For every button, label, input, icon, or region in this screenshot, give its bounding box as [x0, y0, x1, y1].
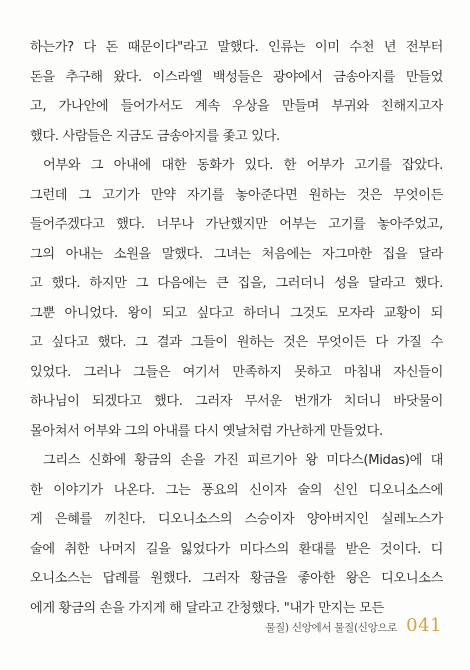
text-line: 오니소스는 답례를 원했다. 그러자 황금을 좋아한 왕은 디오니소스 [30, 571, 443, 586]
text-line: 하는가? 다 돈 때문이다"라고 말했다. 인류는 이미 수천 년 전부터 [30, 40, 443, 55]
text-line: 들어주겠다고 했다. 너무나 가난했지만 어부는 고기를 놓아주었고, [30, 217, 443, 232]
text-line: 고, 가나안에 들어가서도 계속 우상을 만들며 부귀와 친해지고자 [30, 99, 443, 114]
text-line: 돈을 추구해 왔다. 이스라엘 백성들은 광야에서 금송아지를 만들었 [30, 69, 443, 85]
text-line: 한 이야기가 나온다. 그는 풍요의 신이자 술의 신인 디오니소스에 [30, 482, 443, 498]
text-line: 에게 황금의 손을 가지게 해 달라고 간청했다. "내가 만지는 모든 [30, 600, 384, 616]
running-footer-title: 물질) 신앙에서 물질(신앙으로 [265, 622, 398, 634]
text-line: 했다. 사람들은 지금도 금송아지를 좇고 있다. [30, 128, 280, 144]
text-line: 몰아쳐서 어부와 그의 아내를 다시 옛날처럼 가난하게 만들었다. [30, 423, 383, 439]
text-line: 하나님이 되겠다고 했다. 그러자 무서운 번개가 치더니 바닷물이 [30, 394, 443, 409]
text-line: 그리스 신화에 황금의 손을 가진 피르기아 왕 미다스(Midas)에 대 [43, 453, 443, 468]
text-line: 어부와 그 아내에 대한 동화가 있다. 한 어부가 고기를 잡았다. [43, 158, 443, 173]
body-text [30, 33, 443, 623]
text-line: 고 싶다고 했다. 그 결과 그들이 원하는 것은 무엇이든 다 가질 수 [30, 335, 443, 350]
page-number: 041 [406, 615, 442, 636]
text-line: 술에 취한 나머지 길을 잃었다가 미다스의 환대를 받은 것이다. 디 [30, 541, 443, 557]
text-line: 그런데 그 고기가 만약 자기를 놓아준다면 원하는 것은 무엇이든 [30, 187, 443, 203]
text-line: 그뿐 아니었다. 왕이 되고 싶다고 하더니 그것도 모자라 교황이 되 [30, 305, 443, 321]
text-line: 게 은혜를 끼친다. 디오니소스의 스승이자 양아버지인 실레노스가 [30, 512, 443, 527]
page-footer [265, 615, 442, 636]
text-line: 고 했다. 하지만 그 다음에는 큰 집을, 그러더니 성을 달라고 했다. [30, 276, 443, 291]
text-line: 그의 아내는 소원을 말했다. 그녀는 처음에는 자그마한 집을 달라 [30, 246, 443, 262]
text-line: 있었다. 그러나 그들은 여기서 만족하지 못하고 마침내 자신들이 [30, 364, 443, 380]
